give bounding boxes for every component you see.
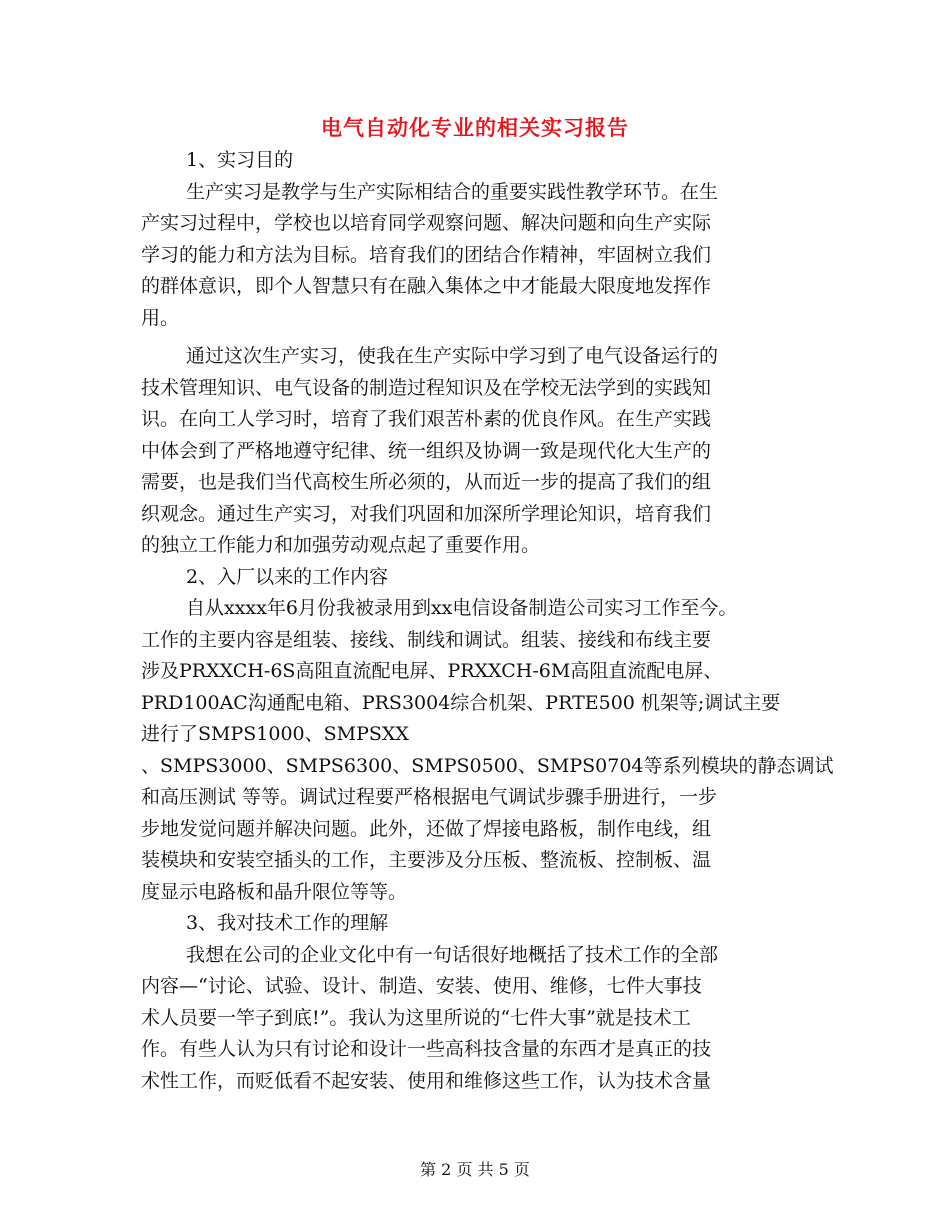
paragraph-line: 工作的主要内容是组装、接线、制线和调试。组装、接线和布线主要 (141, 628, 712, 651)
paragraph-line: 织观念。通过生产实习，对我们巩固和加深所学理论知识，培育我们 (141, 502, 712, 525)
paragraph-line: 的群体意识，即个人智慧只有在融入集体之中才能最大限度地发挥作 (141, 275, 712, 297)
paragraph-line: 步地发觉问题并解决问题。此外，还做了焊接电路板，制作电线，组 (141, 817, 712, 840)
paragraph-line: 内容—“讨论、试验、设计、制造、安装、使用、维修，七件大事技 (141, 975, 702, 997)
paragraph-line: 术人员要一竿子到底!”。我认为这里所说的“七件大事”就是技术工 (141, 1006, 691, 1029)
paragraph-line: 自从xxxx年6月份我被录用到xx电信设备制造公司实习工作至今。 (186, 597, 738, 619)
paragraph-line: 通过这次生产实习，使我在生产实际中学习到了电气设备运行的 (186, 345, 719, 367)
paragraph-line: 我想在公司的企业文化中有一句话很好地概括了技术工作的全部 (186, 943, 719, 966)
document-body (141, 145, 841, 1097)
paragraph-line: 和高压测试 等等。调试过程要严格根据电气调试步骤手册进行，一步 (141, 786, 718, 808)
paragraph-line: 技术管理知识、电气设备的制造过程知识及在学校无法学到的实践知 (141, 376, 712, 399)
paragraph-line: 识。在向工人学习时，培育了我们艰苦朴素的优良作风。在生产实践 (141, 408, 712, 430)
paragraph-line: 作。有些人认为只有讨论和设计一些高科技含量的东西才是真正的技 (141, 1038, 712, 1060)
section-heading-2: 2、入厂以来的工作内容 (186, 565, 389, 588)
paragraph-line: 用。 (141, 306, 180, 329)
paragraph-line: 的独立工作能力和加强劳动观点起了重要作用。 (141, 534, 541, 556)
paragraph-line: 需要，也是我们当代高校生所必须的，从而近一步的提高了我们的组 (141, 471, 712, 493)
paragraph-line: 产实习过程中，学校也以培育同学观察问题、解决问题和向生产实际 (141, 212, 712, 234)
paragraph-line: 学习的能力和方法为目标。培育我们的团结合作精神，牢固树立我们 (141, 243, 712, 266)
paragraph-line: 度显示电路板和晶升限位等等。 (141, 880, 408, 903)
document-title: 电气自动化专业的相关实习报告 (321, 115, 629, 140)
paragraph-line: 术性工作，而贬低看不起安装、使用和维修这些工作，认为技术含量 (141, 1069, 712, 1092)
paragraph-line: 、SMPS3000、SMPS6300、SMPS0500、SMPS0704等系列模块的静态调试 (141, 754, 834, 777)
section-heading-1: 1、实习目的 (186, 149, 294, 171)
page-footer: 第 2 页 共 5 页 (420, 1160, 530, 1179)
paragraph-line: 进行了SMPS1000、SMPSXX (141, 723, 409, 745)
paragraph-line: 生产实习是教学与生产实际相结合的重要实践性教学环节。在生 (186, 180, 719, 203)
paragraph-line: PRD100AC沟通配电箱、PRS3004综合机架、PRTE500 机架等;调试主要 (141, 691, 781, 714)
paragraph-line: 涉及PRXXCH-6S高阻直流配电屏、PRXXCH-6M高阻直流配电屏、 (141, 660, 723, 682)
paragraph-line: 中体会到了严格地遵守纪律、统一组织及协调一致是现代化大生产的 (141, 439, 712, 462)
section-heading-3: 3、我对技术工作的理解 (186, 912, 389, 934)
paragraph-line: 装模块和安装空插头的工作，主要涉及分压板、整流板、控制板、温 (141, 849, 712, 871)
